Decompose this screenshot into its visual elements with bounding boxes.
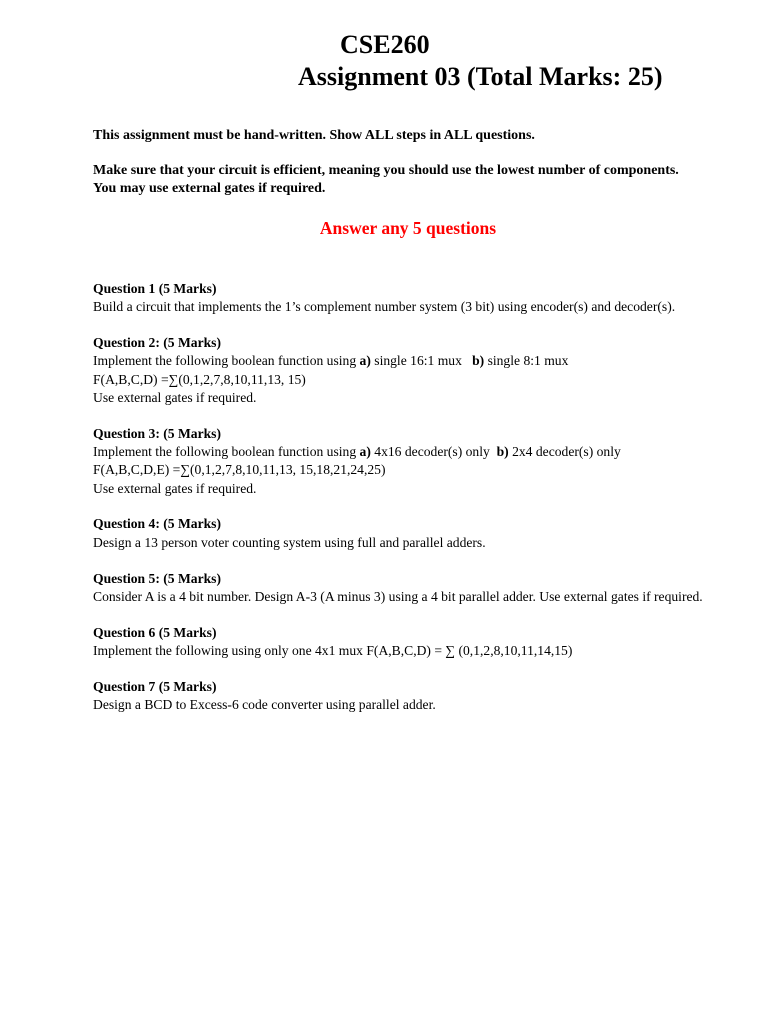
boolean-function: F(A,B,C,D) =∑(0,1,2,7,8,10,11,13, 15) — [93, 371, 306, 387]
question-text: Implement the following boolean function using — [93, 353, 360, 369]
question-note: Use external gates if required. — [93, 389, 257, 405]
part-b-text: single 8:1 mux — [484, 353, 569, 369]
part-b-label: b) — [496, 444, 509, 460]
question-6 — [93, 624, 708, 661]
course-code: CSE260 — [340, 30, 430, 59]
question-2 — [93, 334, 708, 407]
part-a-label: a) — [359, 444, 371, 460]
part-b-label: b) — [472, 353, 485, 369]
part-a-label: a) — [359, 353, 371, 369]
question-body: Build a circuit that implements the 1’s complement number system (3 bit) using encoder(s) and decoder(s). — [93, 299, 676, 315]
question-title: Question 2: (5 Marks) — [93, 335, 221, 351]
answer-any-note: Answer any 5 questions — [319, 218, 497, 238]
instruction-efficiency-line-2: You may use external gates if required. — [93, 181, 326, 196]
question-1 — [93, 280, 708, 317]
question-note: Use external gates if required. — [93, 480, 257, 496]
question-line-1 — [93, 443, 708, 461]
question-7 — [93, 678, 708, 715]
question-5 — [93, 570, 708, 607]
question-body: Implement the following using only one 4x1 mux F(A,B,C,D) = ∑ (0,1,2,8,10,11,14,15) — [93, 642, 573, 658]
part-a-text: single 16:1 mux — [370, 353, 473, 369]
question-body: Design a 13 person voter counting system using full and parallel adders. — [93, 534, 486, 550]
boolean-function: F(A,B,C,D,E) =∑(0,1,2,7,8,10,11,13, 15,18,21,24,25) — [93, 462, 386, 478]
question-title: Question 6 (5 Marks) — [93, 624, 217, 640]
question-line-1 — [93, 352, 708, 370]
question-title: Question 3: (5 Marks) — [93, 425, 221, 441]
question-title: Question 7 (5 Marks) — [93, 678, 217, 694]
instruction-efficiency-line-1: Make sure that your circuit is efficient, meaning you should use the lowest number of components. — [93, 163, 679, 178]
question-title: Question 5: (5 Marks) — [93, 570, 221, 586]
question-body: Design a BCD to Excess-6 code converter using parallel adder. — [93, 697, 436, 713]
assignment-title: Assignment 03 (Total Marks: 25) — [298, 62, 663, 91]
instruction-handwritten: This assignment must be hand-written. Show ALL steps in ALL questions. — [93, 128, 535, 143]
question-text: Implement the following boolean function using — [93, 444, 360, 460]
question-title: Question 1 (5 Marks) — [93, 281, 217, 296]
question-3 — [93, 425, 708, 498]
question-title: Question 4: (5 Marks) — [93, 516, 221, 532]
questions-list — [93, 280, 708, 732]
question-4 — [93, 515, 708, 552]
part-b-text: 2x4 decoder(s) only — [508, 444, 621, 460]
instruction-efficiency — [93, 162, 733, 198]
question-body: Consider A is a 4 bit number. Design A-3 (A minus 3) using a 4 bit parallel adder. Use external gates if required. — [93, 588, 703, 604]
part-a-text: 4x16 decoder(s) only — [370, 444, 497, 460]
